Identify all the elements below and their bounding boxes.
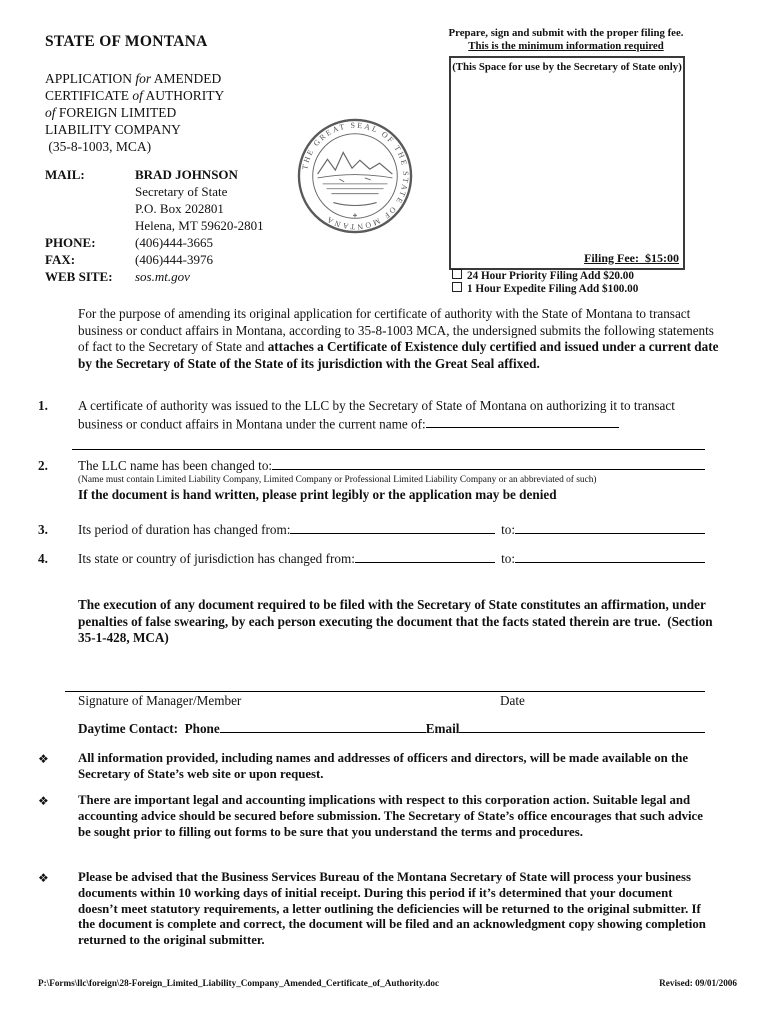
- notice-processing-time: ❖ Please be advised that the Business Services Bureau of the Montana Secretary of State will process your business documents within 10 working days of initial receipt. During this period if it’s determined that your document doesn’t meet statutory requirements, a letter outlining the deficiencies will be returned to the original submitter. If the document is complete and correct, the document will be filed and an acknowledgment copy showing completion returned to the original submitter.: [38, 870, 706, 948]
- contact-row: MAIL: BRAD JOHNSON: [45, 167, 238, 182]
- diamond-bullet-icon: ❖: [38, 752, 49, 766]
- email-blank[interactable]: [459, 719, 705, 733]
- montana-state-seal-icon: [296, 117, 414, 235]
- form-title: [45, 70, 224, 155]
- page-footer: [38, 978, 737, 988]
- item-2-number: 2.: [38, 457, 48, 473]
- item-1-text: A certificate of authority was issued to the LLC by the Secretary of State of Montana on authorizing it to transact business or conduct affairs in Montana under the current name of:: [78, 398, 675, 432]
- contact-row: PHONE: (406)444-3665: [45, 235, 213, 250]
- email-label: Email: [425, 720, 460, 736]
- item-2-name-note: (Name must contain Limited Liability Company, Limited Company or Professional Limited Liability Company or an abbreviated of such): [78, 475, 597, 485]
- filing-fee-label: Filing Fee: $15:00: [584, 251, 679, 265]
- item-3-text: Its period of duration has changed from:: [78, 521, 291, 537]
- jurisdiction-to-blank[interactable]: [515, 549, 705, 563]
- daytime-contact-row: [78, 719, 705, 737]
- daytime-contact-label: Daytime Contact: Phone: [78, 720, 220, 736]
- intro-paragraph: For the purpose of amending its original application for certificate of authority with the State of Montana to transact business or conduct affairs in Montana, according to 35-8-1003 MCA, the undersigned submits the following statements of fact to the Secretary of State and attaches a Certificate of Existence duly certified and issued under a current date by the Secretary of State of the State of its jurisdiction with the Great Seal affixed.: [78, 306, 719, 371]
- current-name-blank-line2[interactable]: [72, 436, 705, 450]
- form-title-line-3: of FOREIGN LIMITED: [45, 105, 177, 120]
- priority-filing-checkbox-icon[interactable]: [452, 269, 462, 279]
- statute-reference: (35-8-1003, MCA): [45, 139, 152, 154]
- item-2-legibility-warning: If the document is hand written, please print legibly or the application may be denied: [78, 487, 557, 502]
- state-title: STATE OF MONTANA: [45, 33, 208, 50]
- contact-row: FAX: (406)444-3976: [45, 252, 213, 267]
- seal-landscape: [318, 152, 393, 217]
- item-2-row: [38, 456, 705, 474]
- secretary-of-state-box: [449, 56, 685, 270]
- seal-ring-text: THE GREAT SEAL OF THE STATE OF MONTANA: [300, 120, 411, 232]
- footer-revised-date: Revised: 09/01/2006: [659, 978, 737, 988]
- footer-file-path: P:\Forms\llc\foreign\28-Foreign_Limited_Liability_Company_Amended_Certificate_of_Authority.doc: [38, 978, 440, 988]
- form-title-line-2: CERTIFICATE of AUTHORITY: [45, 88, 225, 103]
- diamond-bullet-icon: ❖: [38, 794, 49, 808]
- expedite-filing-label: 1 Hour Expedite Filing Add $100.00: [467, 283, 639, 295]
- signature-line[interactable]: [65, 678, 705, 692]
- contact-row: P.O. Box 202801: [135, 201, 224, 216]
- execution-affirmation: The execution of any document required to be filed with the Secretary of State constitutes an affirmation, under penalties of false swearing, by each person executing the document that the facts stated therein are true. (Section 35-1-428, MCA): [78, 597, 716, 646]
- form-title-line-4: LIABILITY COMPANY: [45, 122, 181, 137]
- item-3-row: [38, 520, 705, 538]
- item-4-number: 4.: [38, 550, 48, 566]
- contact-row: WEB SITE: sos.mt.gov: [45, 269, 190, 284]
- jurisdiction-from-blank[interactable]: [355, 549, 495, 563]
- expedite-filing-checkbox-icon[interactable]: [452, 282, 462, 292]
- notice-public-info: ❖ All information provided, including names and addresses of officers and directors, will be made available on the Secretary of State’s web site or upon request.: [38, 751, 689, 781]
- contact-row: Helena, MT 59620-2801: [135, 218, 264, 233]
- item-1-number: 1.: [38, 398, 48, 413]
- priority-filing-label: 24 Hour Priority Filing Add $20.00: [467, 270, 634, 282]
- item-2-text: The LLC name has been changed to:: [78, 457, 273, 473]
- contact-block: [45, 166, 264, 285]
- phone-blank[interactable]: [220, 719, 426, 733]
- date-label: Date: [500, 693, 525, 708]
- item-4-text: Its state or country of jurisdiction has changed from:: [78, 550, 355, 566]
- item-4-to-label: to:: [501, 550, 515, 566]
- contact-row: Secretary of State: [135, 184, 228, 199]
- diamond-bullet-icon: ❖: [38, 871, 49, 885]
- new-name-blank[interactable]: [272, 456, 705, 470]
- form-title-line-1: APPLICATION for AMENDED: [45, 71, 222, 86]
- item-4-row: [38, 549, 705, 567]
- expedite-filing-option: [452, 282, 638, 295]
- sos-space-note: (This Space for use by the Secretary of State only): [452, 61, 682, 73]
- signature-label: Signature of Manager/Member: [78, 693, 242, 708]
- prepare-instruction: Prepare, sign and submit with the proper filing fee.: [448, 27, 684, 39]
- duration-to-blank[interactable]: [515, 520, 705, 534]
- current-name-blank[interactable]: [426, 415, 619, 429]
- priority-filing-option: [452, 269, 634, 282]
- item-3-number: 3.: [38, 521, 48, 537]
- duration-from-blank[interactable]: [290, 520, 495, 534]
- minimum-info-instruction: This is the minimum information required: [468, 40, 664, 52]
- item-3-to-label: to:: [501, 521, 515, 537]
- notice-legal-advice: ❖ There are important legal and accounting implications with respect to this corporation action. Suitable legal and accounting advice should be secured before submission. The Secretary of State’s office encourages that such advice be sought prior to filling out forms to be sure that you understand the terms and procedures.: [38, 793, 703, 839]
- secretary-name: BRAD JOHNSON: [135, 167, 238, 182]
- website-link: sos.mt.gov: [135, 269, 190, 284]
